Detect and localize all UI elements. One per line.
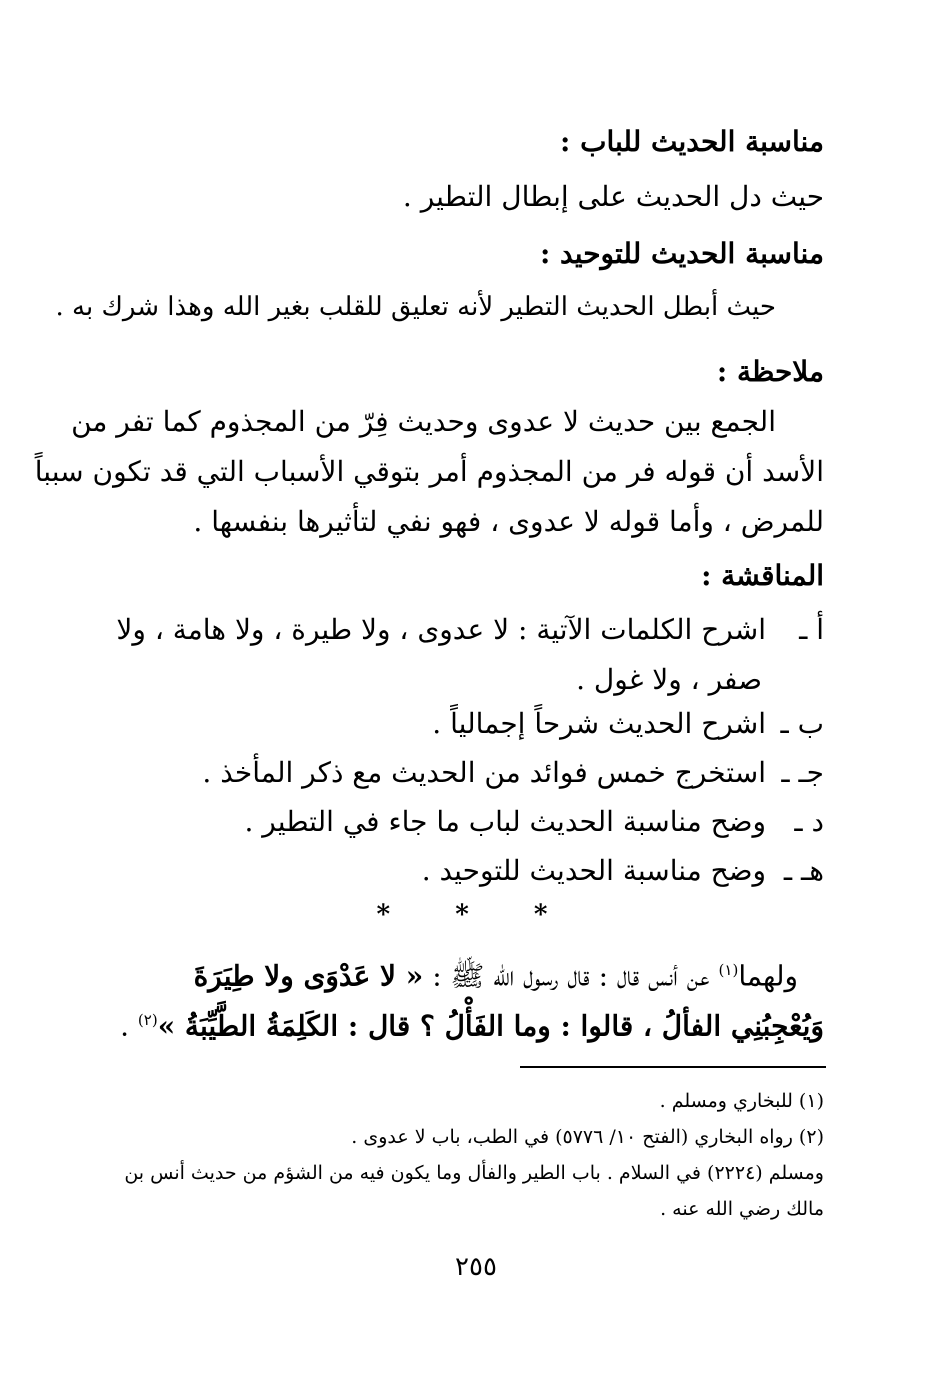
- hadith-line-2: [120, 1000, 824, 1046]
- tawhid-relevance-heading: مناسبة الحديث للتوحيد :: [539, 237, 824, 270]
- footnote-divider: [520, 1066, 826, 1068]
- footnote-ref-1: (١): [718, 961, 739, 979]
- footnote-2-continuation: ومسلم (٢٢٢٤) في السلام . باب الطير والفأل وما يكون فيه من الشؤم من حديث أنس بن: [124, 1162, 824, 1184]
- hadith-end: .: [120, 1009, 138, 1043]
- hadith-intro: ولهما: [738, 959, 798, 993]
- question-c: [136, 753, 824, 793]
- question-d: [136, 802, 824, 842]
- question-e: [136, 851, 824, 891]
- question-text: وضح مناسبة الحديث للتوحيد .: [421, 854, 766, 887]
- section-separator: * * *: [376, 900, 576, 930]
- question-text: اشرح الكلمات الآتية : لا عدوى ، ولا طيرة ، ولا هامة ، ولا: [116, 613, 766, 646]
- question-letter: هـ ـ: [783, 854, 824, 887]
- footnote-1: (١) للبخاري ومسلم .: [659, 1090, 824, 1112]
- discussion-heading: المناقشة :: [701, 559, 824, 592]
- note-line-2: الأسد أن قوله فر من المجذوم أمر بتوقي الأسباب التي قد تكون سبباً: [34, 455, 824, 488]
- footnote-2: (٢) رواه البخاري (الفتح ١٠/ ٥٧٧٦) في الطب، باب لا عدوى .: [351, 1126, 824, 1148]
- question-letter: ب ـ: [780, 707, 824, 740]
- footnote-2-end: مالك رضي الله عنه .: [660, 1198, 824, 1220]
- footnote-ref-2: (٢): [137, 1011, 158, 1029]
- hadith-narrator: عن أنس قال : قال رسول الله ﷺ :: [432, 959, 710, 993]
- hadith-text-2: وَيُعْجِبُنِي الفألُ ، قالوا : وما الفَأْلُ ؟ قال : الكَلِمَةُ الطَّيِّبَةُ »: [157, 1009, 824, 1043]
- note-heading: ملاحظة :: [716, 355, 824, 388]
- hadith-text-1: « لا عَدْوَى ولا طِيَرَةَ: [193, 959, 424, 993]
- note-line-1: الجمع بين حديث لا عدوى وحديث فِرّ من المجذوم كما تفر من: [71, 405, 776, 438]
- question-a: [116, 610, 824, 650]
- question-letter: أ ـ: [799, 613, 824, 646]
- hadith-line-1: [136, 950, 824, 996]
- question-b: [136, 704, 824, 744]
- question-a-continuation: صفر ، ولا غول .: [576, 663, 762, 696]
- question-letter: د ـ: [794, 805, 824, 838]
- question-text: استخرج خمس فوائد من الحديث مع ذكر المأخذ .: [202, 756, 766, 789]
- page-number: ٢٥٥: [455, 1252, 497, 1282]
- tawhid-relevance-text: حيث أبطل الحديث التطير لأنه تعليق للقلب بغير الله وهذا شرك به .: [55, 292, 776, 322]
- question-text: اشرح الحديث شرحاً إجمالياً .: [432, 707, 766, 740]
- chapter-relevance-text: حيث دل الحديث على إبطال التطير .: [402, 180, 824, 213]
- note-line-3: للمرض ، وأما قوله لا عدوى ، فهو نفي لتأثيرها بنفسها .: [193, 505, 824, 538]
- question-letter: جـ ـ: [781, 756, 824, 789]
- question-text: وضح مناسبة الحديث لباب ما جاء في التطير .: [244, 805, 766, 838]
- chapter-relevance-heading: مناسبة الحديث للباب :: [560, 125, 824, 158]
